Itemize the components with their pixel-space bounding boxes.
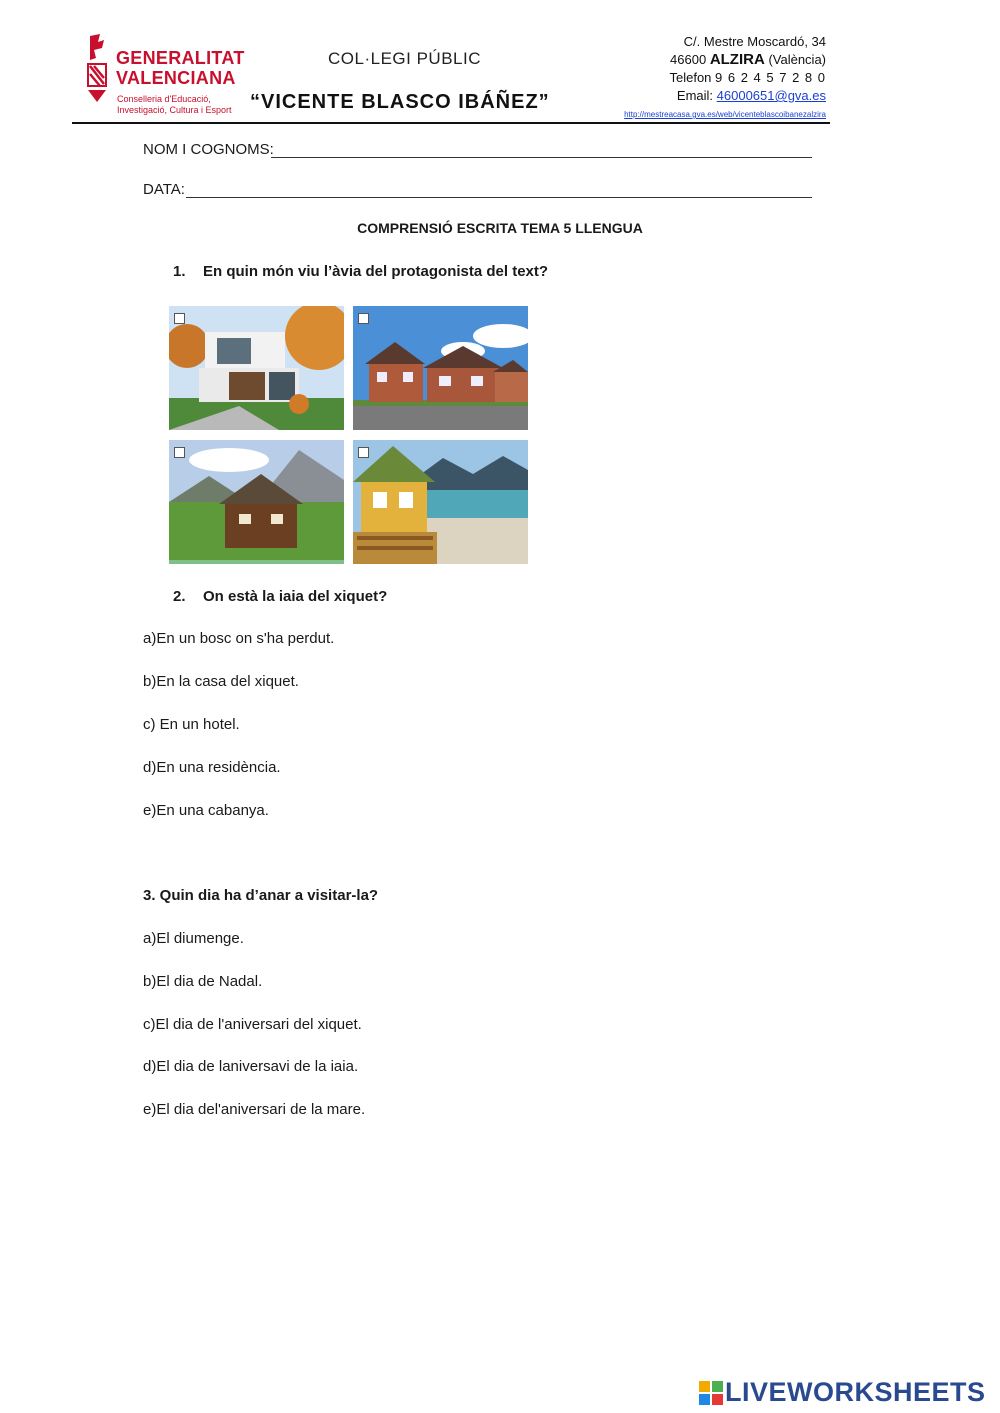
q3-option-d[interactable]: d)El dia de laniversavi de la iaia. (143, 1058, 359, 1075)
q2-option-d[interactable]: d)En una residència. (143, 759, 281, 776)
photo-checkbox[interactable] (174, 313, 185, 324)
web-line (624, 104, 826, 122)
photo-checkbox[interactable] (358, 447, 369, 458)
q2-number: 2. (173, 588, 186, 605)
photo-checkbox[interactable] (174, 447, 185, 458)
liveworksheets-logo-icon (699, 1381, 723, 1405)
generalitat-logo-text: GENERALITAT VALENCIANA (116, 48, 245, 88)
phone-number: 9 6 2 4 5 7 2 8 0 (715, 70, 826, 85)
q3-option-e[interactable]: e)El dia del'aniversari de la mare. (143, 1101, 366, 1118)
date-input-line[interactable] (186, 183, 812, 198)
photo-lakeside-cabin[interactable] (353, 440, 528, 564)
photo-brick-houses[interactable] (353, 306, 528, 430)
q1-text: En quin món viu l’àvia del protagonista del text? (203, 263, 549, 280)
liveworksheets-watermark: LIVEWORKSHEETS (725, 1377, 986, 1407)
postcode: 46600 (670, 52, 707, 67)
email-link[interactable]: 46000651@gva.es (716, 88, 826, 103)
region: (València) (768, 52, 826, 67)
email-label: Email: (676, 88, 714, 103)
photo-mountain-cabin[interactable] (169, 440, 344, 564)
name-label: NOM I COGNOMS: (143, 141, 274, 158)
date-label: DATA: (143, 181, 185, 198)
conselleria-text: Conselleria d'Educació, Investigació, Cultura i Esport (117, 94, 232, 115)
worksheet-title: COMPRENSIÓ ESCRITA TEMA 5 LLENGUA (357, 220, 643, 236)
generalitat-emblem-icon (84, 34, 110, 104)
address-city-line (670, 51, 826, 68)
q2-text: On està la iaia del xiquet? (203, 588, 388, 605)
q3-option-b[interactable]: b)El dia de Nadal. (143, 973, 263, 990)
q2-option-b[interactable]: b)En la casa del xiquet. (143, 673, 299, 690)
header-divider (72, 122, 830, 124)
q3-option-a[interactable]: a)El diumenge. (143, 930, 244, 947)
phone-label: Telefon (669, 70, 712, 85)
q3-text: 3. Quin dia ha d’anar a visitar-la? (143, 887, 379, 904)
q3-option-c[interactable]: c)El dia de l'aniversari del xiquet. (143, 1016, 362, 1033)
school-type: COL·LEGI PÚBLIC (328, 49, 481, 68)
phone-line (669, 69, 826, 86)
school-name: “VICENTE BLASCO IBÁÑEZ” (250, 91, 550, 113)
web-link[interactable]: http://mestreacasa.gva.es/web/vicenteblascoibanezalzira (624, 110, 826, 119)
address-street: C/. Mestre Moscardó, 34 (683, 34, 826, 49)
q2-option-a[interactable]: a)En un bosc on s'ha perdut. (143, 630, 335, 647)
photo-modern-house[interactable] (169, 306, 344, 430)
photo-checkbox[interactable] (358, 313, 369, 324)
name-input-line[interactable] (271, 143, 812, 158)
q1-number: 1. (173, 263, 186, 280)
q2-option-e[interactable]: e)En una cabanya. (143, 802, 269, 819)
city: ALZIRA (709, 51, 765, 68)
email-line (677, 87, 826, 104)
q2-option-c[interactable]: c) En un hotel. (143, 716, 240, 733)
